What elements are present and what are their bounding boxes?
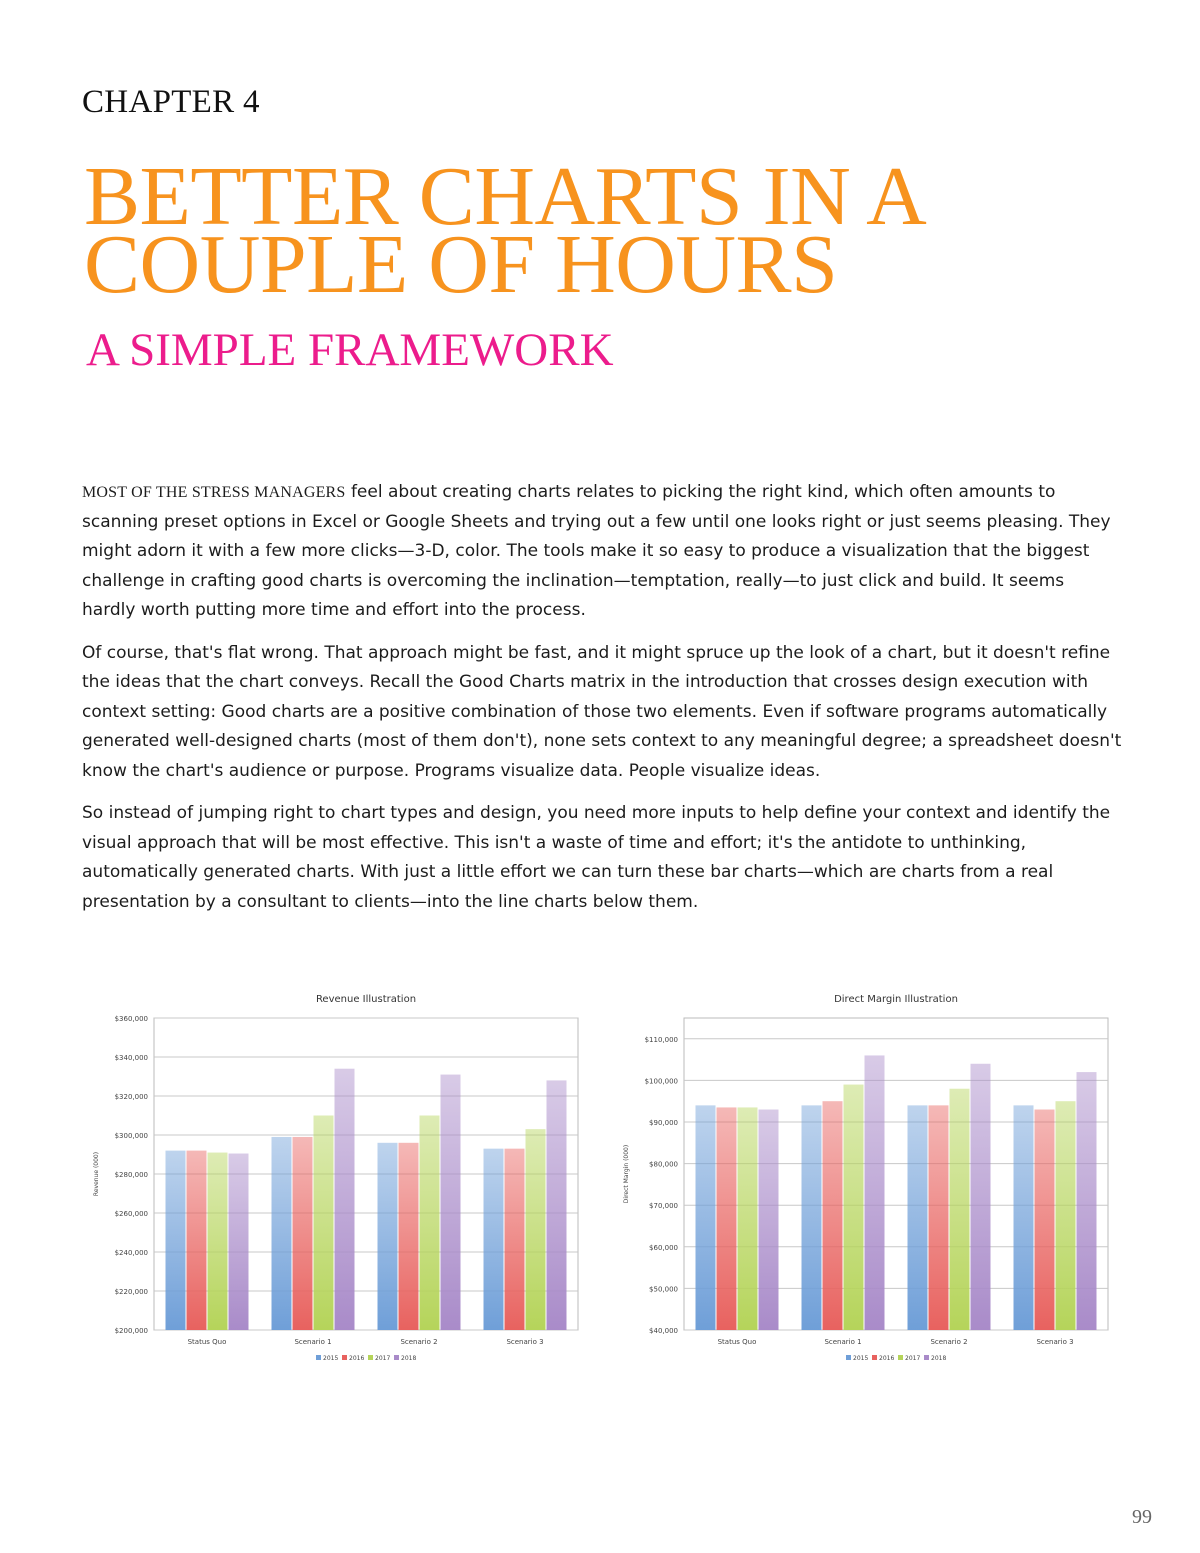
- chapter-title: [84, 150, 927, 311]
- y-tick-label: $300,000: [114, 1132, 148, 1140]
- bar: [420, 1116, 440, 1331]
- legend-label: 2017: [375, 1355, 391, 1362]
- bar: [1014, 1105, 1034, 1330]
- y-tick-label: $70,000: [649, 1202, 678, 1211]
- legend-swatch: [394, 1355, 399, 1360]
- paragraph-3: So instead of jumping right to chart types and design, you need more inputs to help define your context and identify the visual approach that will be most effective. This isn't a waste of time and effort; it's the antidote to unthinking, automatically generated charts. With just a little effort we can turn these bar charts—which are charts from a real presentation by a consultant to clients—into the line charts below them.: [82, 803, 1111, 912]
- bar: [335, 1069, 355, 1330]
- legend-label: 2015: [853, 1355, 869, 1362]
- bar: [717, 1107, 737, 1330]
- y-tick-label: $90,000: [649, 1119, 678, 1127]
- bar: [229, 1154, 249, 1330]
- chapter-subtitle: A SIMPLE FRAMEWORK: [86, 324, 614, 376]
- legend-swatch: [846, 1355, 851, 1360]
- legend-label: 2018: [401, 1355, 417, 1362]
- legend-label: 2015: [323, 1355, 339, 1362]
- legend-label: 2018: [931, 1355, 947, 1362]
- x-tick-label: Status Quo: [717, 1338, 757, 1346]
- y-tick-label: $260,000: [114, 1210, 148, 1218]
- legend-swatch: [342, 1355, 347, 1360]
- x-tick-label: Scenario 3: [1036, 1338, 1074, 1346]
- legend-label: 2016: [879, 1355, 895, 1362]
- legend-swatch: [316, 1355, 321, 1360]
- bar: [187, 1151, 207, 1330]
- y-tick-label: $60,000: [649, 1243, 678, 1252]
- bar: [378, 1143, 398, 1330]
- y-tick-label: $220,000: [114, 1288, 148, 1296]
- y-tick-label: $280,000: [114, 1171, 148, 1179]
- y-axis-label: Direct Margin (000): [623, 1144, 630, 1204]
- bar: [1056, 1101, 1076, 1330]
- body-text: [82, 478, 1122, 930]
- bar: [823, 1101, 843, 1330]
- chart-title: Revenue Illustration: [315, 994, 417, 1005]
- y-tick-label: $240,000: [114, 1249, 148, 1257]
- x-tick-label: Status Quo: [187, 1338, 227, 1346]
- y-axis-label: Revenue (000): [93, 1151, 100, 1197]
- legend-swatch: [924, 1355, 929, 1360]
- paragraph-1-text: feel about creating charts relates to picking the right kind, which often amounts to scanning preset options in Excel or Google Sheets and trying out a few until one looks right or just seems pleasing. They might adorn it with a few more clicks—3-D, color. The tools make it so easy to produce a visualization that the biggest challenge in crafting good charts is overcoming the inclination—temptation, really—to just click and build. It seems hardly worth putting more time and effort into the process.: [82, 482, 1111, 620]
- bar: [484, 1149, 504, 1330]
- x-tick-label: Scenario 3: [506, 1338, 544, 1346]
- bar: [526, 1129, 546, 1330]
- bar: [802, 1105, 822, 1330]
- y-tick-label: $40,000: [649, 1327, 678, 1335]
- y-tick-label: $360,000: [114, 1015, 148, 1023]
- y-tick-label: $50,000: [649, 1285, 678, 1294]
- page-number: 99: [1132, 1506, 1152, 1528]
- y-tick-label: $320,000: [114, 1093, 148, 1101]
- bar: [314, 1116, 334, 1331]
- y-tick-label: $340,000: [114, 1054, 148, 1062]
- bar: [399, 1143, 419, 1330]
- bar: [208, 1153, 228, 1330]
- bar: [908, 1105, 928, 1330]
- bar: [1077, 1072, 1097, 1330]
- revenue-chart-svg: [84, 988, 584, 1370]
- bar: [971, 1064, 991, 1330]
- revenue-chart: [84, 988, 584, 1370]
- bar: [293, 1137, 313, 1330]
- chapter-label: CHAPTER 4: [82, 84, 260, 120]
- bar: [272, 1137, 292, 1330]
- direct-margin-chart-svg: [614, 988, 1114, 1370]
- bar: [759, 1110, 779, 1330]
- legend-label: 2017: [905, 1355, 921, 1362]
- legend-label: 2016: [349, 1355, 365, 1362]
- bar: [738, 1107, 758, 1330]
- bar: [929, 1105, 949, 1330]
- x-tick-label: Scenario 2: [930, 1338, 968, 1346]
- bar: [166, 1151, 186, 1330]
- x-tick-label: Scenario 1: [824, 1338, 862, 1346]
- y-tick-label: $200,000: [114, 1327, 148, 1335]
- x-tick-label: Scenario 2: [400, 1338, 438, 1346]
- y-tick-label: $80,000: [649, 1160, 678, 1169]
- bar: [505, 1149, 525, 1330]
- chart-title: Direct Margin Illustration: [834, 994, 958, 1005]
- direct-margin-chart: [614, 988, 1114, 1370]
- bar: [547, 1080, 567, 1330]
- bar: [696, 1105, 716, 1330]
- bar: [441, 1075, 461, 1330]
- legend-swatch: [872, 1355, 877, 1360]
- x-tick-label: Scenario 1: [294, 1338, 332, 1346]
- legend-swatch: [898, 1355, 903, 1360]
- chapter-title-line-1: BETTER CHARTS IN A: [84, 150, 927, 243]
- bar: [1035, 1110, 1055, 1330]
- paragraph-1: [82, 478, 1122, 626]
- paragraph-2: Of course, that's flat wrong. That approach might be fast, and it might spruce up the look of a chart, but it doesn't refine the ideas that the chart conveys. Recall the Good Charts matrix in the introduction that crosses design execution with context setting: Good charts are a positive combination of those two elements. Even if software programs automatically generated well-designed charts (most of them don't), none sets context to any meaningful degree; a spreadsheet doesn't know the chart's audience or purpose. Programs visualize data. People visualize ideas.: [82, 642, 1122, 781]
- bar: [844, 1085, 864, 1330]
- y-tick-label: $100,000: [644, 1077, 678, 1086]
- bar: [950, 1089, 970, 1330]
- bar: [865, 1055, 885, 1330]
- y-tick-label: $110,000: [644, 1035, 678, 1044]
- chapter-title-line-2: COUPLE OF HOURS: [84, 218, 838, 311]
- legend-swatch: [368, 1355, 373, 1360]
- paragraph-lead-in: MOST OF THE STRESS MANAGERS: [82, 484, 346, 501]
